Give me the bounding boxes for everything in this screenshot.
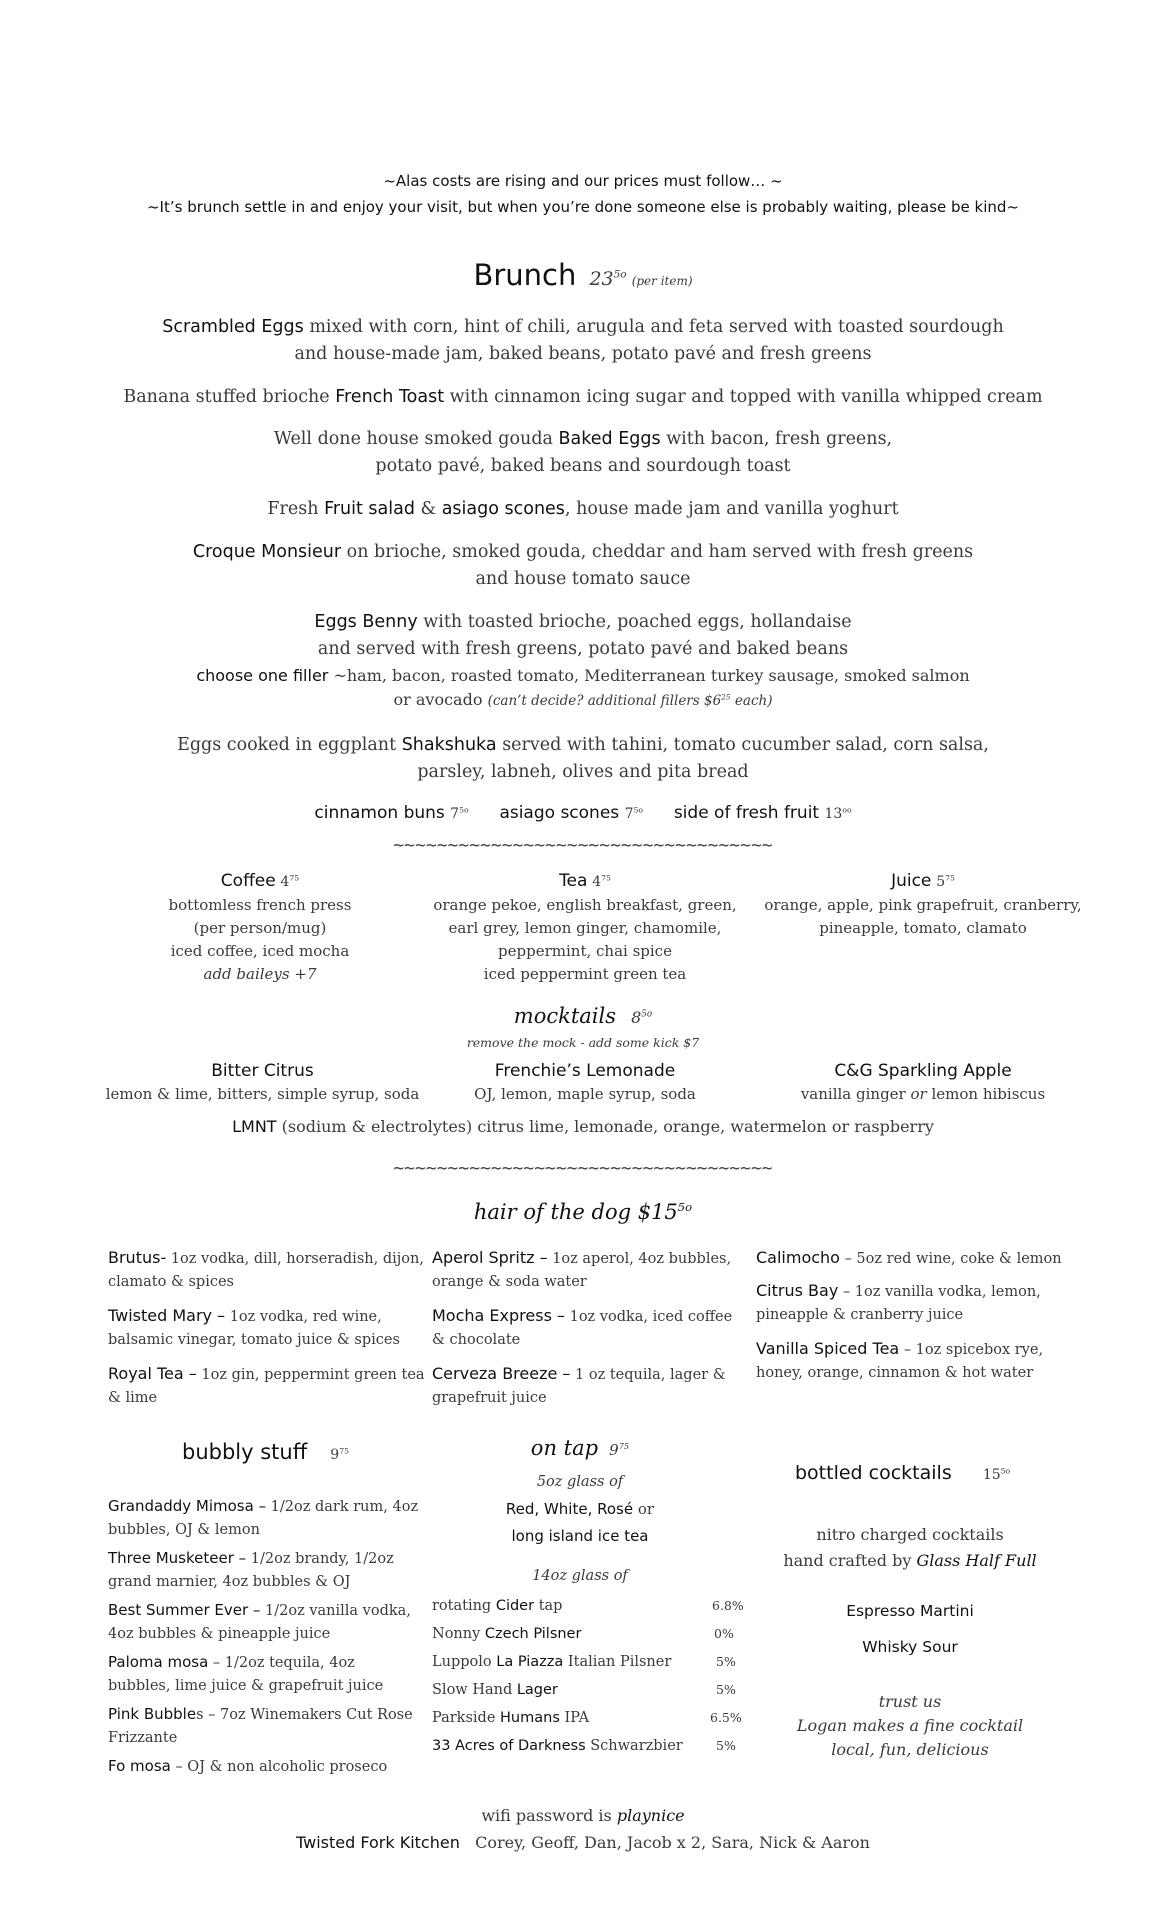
kitchen-credits: Twisted Fork Kitchen Corey, Geoff, Dan, Jacob x 2, Sara, Nick & Aaron — [296, 1833, 870, 1852]
bubbly-item: Fo mosa – OJ & non alcoholic proseco — [108, 1757, 388, 1775]
bottled-heading: bottled cocktails $15^{5o}$ — [795, 1462, 1011, 1484]
brunch-heading — [0, 258, 1166, 292]
beer-list — [432, 1592, 752, 1760]
beer-row: Slow Hand Lager 5% — [432, 1682, 736, 1698]
cocktail-item: Aperol Spritz – 1oz aperol, 4oz bubbles, orange & soda water — [432, 1248, 732, 1290]
mocktails-note: remove the mock - add some kick $7 — [466, 1035, 700, 1050]
bubbly-item: Paloma mosa – 1/2oz tequila, 4oz bubbles, lime juice & grapefruit juice — [108, 1653, 384, 1694]
bottled-espresso-martini: Espresso Martini — [846, 1602, 974, 1620]
menu-item-shakshuka: Eggs cooked in eggplant Shakshuka served with tahini, tomato cucumber salad, corn salsa, parsley, labneh, olives and pita bread — [177, 735, 989, 782]
menu-item-croque-monsieur: Croque Monsieur on brioche, smoked gouda, cheddar and ham served with fresh greens and house tomato sauce — [192, 542, 974, 589]
mocktail-sparkling-apple: C&G Sparkling Apple vanilla ginger or lemon hibiscus — [800, 1061, 1046, 1103]
cocktail-item: Calimocho – 5oz red wine, coke & lemon — [756, 1248, 1062, 1267]
tea-block: Tea $4^{75}$ orange pekoe, english breakfast, green, earl grey, lemon ginger, chamomile, peppermint, chai spice iced peppermint green tea — [433, 871, 737, 983]
beer-row: Parkside Humans IPA 6.5% — [432, 1710, 742, 1726]
cocktail-item: Brutus- 1oz vodka, dill, horseradish, dijon, clamato & spices — [108, 1248, 424, 1290]
bubbly-item: Pink Bubbles – 7oz Winemakers Cut Rose Frizzante — [108, 1705, 413, 1746]
hair-col-1 — [108, 1246, 428, 1410]
menu-item-scrambled-eggs: Scrambled Eggs mixed with corn, hint of chili, arugula and feta served with toasted sourdough and house-made jam, baked beans, potato pavé and fresh greens — [162, 317, 1004, 364]
beer-row: Luppolo La Piazza Italian Pilsner 5% — [432, 1654, 736, 1670]
menu-item-fruit-salad: Fresh Fruit salad & asiago scones, house made jam and vanilla yoghurt — [267, 499, 899, 519]
wifi-line: wifi password is playnice — [481, 1806, 685, 1825]
brunch-price: $23^{5o}$ — [589, 268, 627, 290]
menu-item-french-toast: Banana stuffed brioche French Toast with cinnamon icing sugar and topped with vanilla whipped cream — [123, 387, 1043, 407]
sides-row — [0, 803, 1166, 823]
juice-block: Juice $5^{75}$ orange, apple, pink grapefruit, cranberry, pineapple, tomato, clamato — [764, 871, 1082, 937]
on-tap-glass-14oz: 14oz glass of — [532, 1568, 628, 1584]
notice-line-1: ~Alas costs are rising and our prices must follow… ~ — [383, 172, 783, 190]
side-item: cinnamon buns $7^{5o}$ — [314, 803, 469, 823]
menu-item-eggs-benny: Eggs Benny with toasted brioche, poached eggs, hollandaise and served with fresh greens, potato pavé and baked beans choose one filler ~ham, bacon, roasted tomato, Mediterranean turkey sausage, smoked salmon or avocado (can’t decide? additional fillers $\$6^{25}$ each) — [196, 612, 970, 709]
divider-1: ~~~~~~~~~~~~~~~~~~~~~~~~~~~~~~~~~~~ — [393, 835, 773, 856]
on-tap-heading: on tap $9^{75}$ — [530, 1436, 630, 1460]
menu-item-baked-eggs: Well done house smoked gouda Baked Eggs with bacon, fresh greens, potato pavé, baked beans and sourdough toast — [273, 429, 893, 476]
cocktail-item: Cerveza Breeze – 1 oz tequila, lager & grapefruit juice — [432, 1364, 726, 1406]
bubbly-list — [108, 1495, 433, 1779]
beer-row: Nonny Czech Pilsner 0% — [432, 1626, 734, 1642]
bubbly-heading: bubbly stuff $9^{75}$ — [182, 1440, 350, 1464]
brunch-title: Brunch — [473, 258, 577, 292]
mocktail-frenchies-lemonade: Frenchie’s Lemonade OJ, lemon, maple syrup, soda — [474, 1061, 696, 1103]
cocktail-item: Citrus Bay – 1oz vanilla vodka, lemon, pineapple & cranberry juice — [756, 1281, 1041, 1323]
hair-col-2 — [432, 1246, 752, 1410]
bubbly-item: Best Summer Ever – 1/2oz vanilla vodka, 4oz bubbles & pineapple juice — [108, 1601, 411, 1642]
side-item: side of fresh fruit $13^{oo}$ — [673, 803, 852, 823]
bubbly-item: Three Musketeer – 1/2oz brandy, 1/2oz grand marnier, 4oz bubbles & OJ — [108, 1549, 394, 1590]
divider-2: ~~~~~~~~~~~~~~~~~~~~~~~~~~~~~~~~~~~ — [393, 1158, 773, 1179]
coffee-block: Coffee $4^{75}$ bottomless french press (per person/mug) iced coffee, iced mocha add baileys +7 — [168, 871, 352, 983]
cocktail-item: Royal Tea – 1oz gin, peppermint green tea & lime — [108, 1364, 425, 1406]
bottled-description: nitro charged cocktails hand crafted by Glass Half Full — [783, 1525, 1037, 1570]
cocktail-item: Mocha Express – 1oz vodka, iced coffee & chocolate — [432, 1306, 733, 1348]
notice — [0, 168, 1166, 220]
beer-row: rotating Cider tap 6.8% — [432, 1598, 744, 1614]
on-tap-wines: Red, White, Rosé or — [505, 1500, 655, 1518]
brunch-price-note: (per item) — [631, 274, 693, 288]
mocktail-bitter-citrus: Bitter Citrus lemon & lime, bitters, simple syrup, soda — [105, 1061, 420, 1103]
cocktail-item: Twisted Mary – 1oz vodka, red wine, balsamic vinegar, tomato juice & spices — [108, 1306, 400, 1348]
bubbly-item: Grandaddy Mimosa – 1/2oz dark rum, 4oz bubbles, OJ & lemon — [108, 1497, 419, 1538]
trust-us-note: trust us Logan makes a fine cocktail local, fun, delicious — [796, 1692, 1024, 1759]
on-tap-lit: long island ice tea — [511, 1527, 649, 1545]
bottled-whisky-sour: Whisky Sour — [862, 1638, 958, 1656]
notice-line-2: ~It’s brunch settle in and enjoy your visit, but when you’re done someone else is probably waiting, please be kind~ — [146, 198, 1020, 216]
mocktails-heading: mocktails $8^{5o}$ — [513, 1004, 653, 1028]
lmnt-line: LMNT (sodium & electrolytes) citrus lime, lemonade, orange, watermelon or raspberry — [232, 1117, 934, 1136]
side-item: asiago scones $7^{5o}$ — [499, 803, 644, 823]
on-tap-glass-5oz: 5oz glass of — [536, 1474, 624, 1490]
hair-col-3 — [756, 1246, 1086, 1385]
cocktail-item: Vanilla Spiced Tea – 1oz spicebox rye, honey, orange, cinnamon & hot water — [756, 1339, 1044, 1381]
hair-of-the-dog-heading: hair of the dog $\$15^{5o}$ — [473, 1200, 693, 1224]
beer-row: 33 Acres of Darkness Schwarzbier 5% — [432, 1738, 736, 1754]
